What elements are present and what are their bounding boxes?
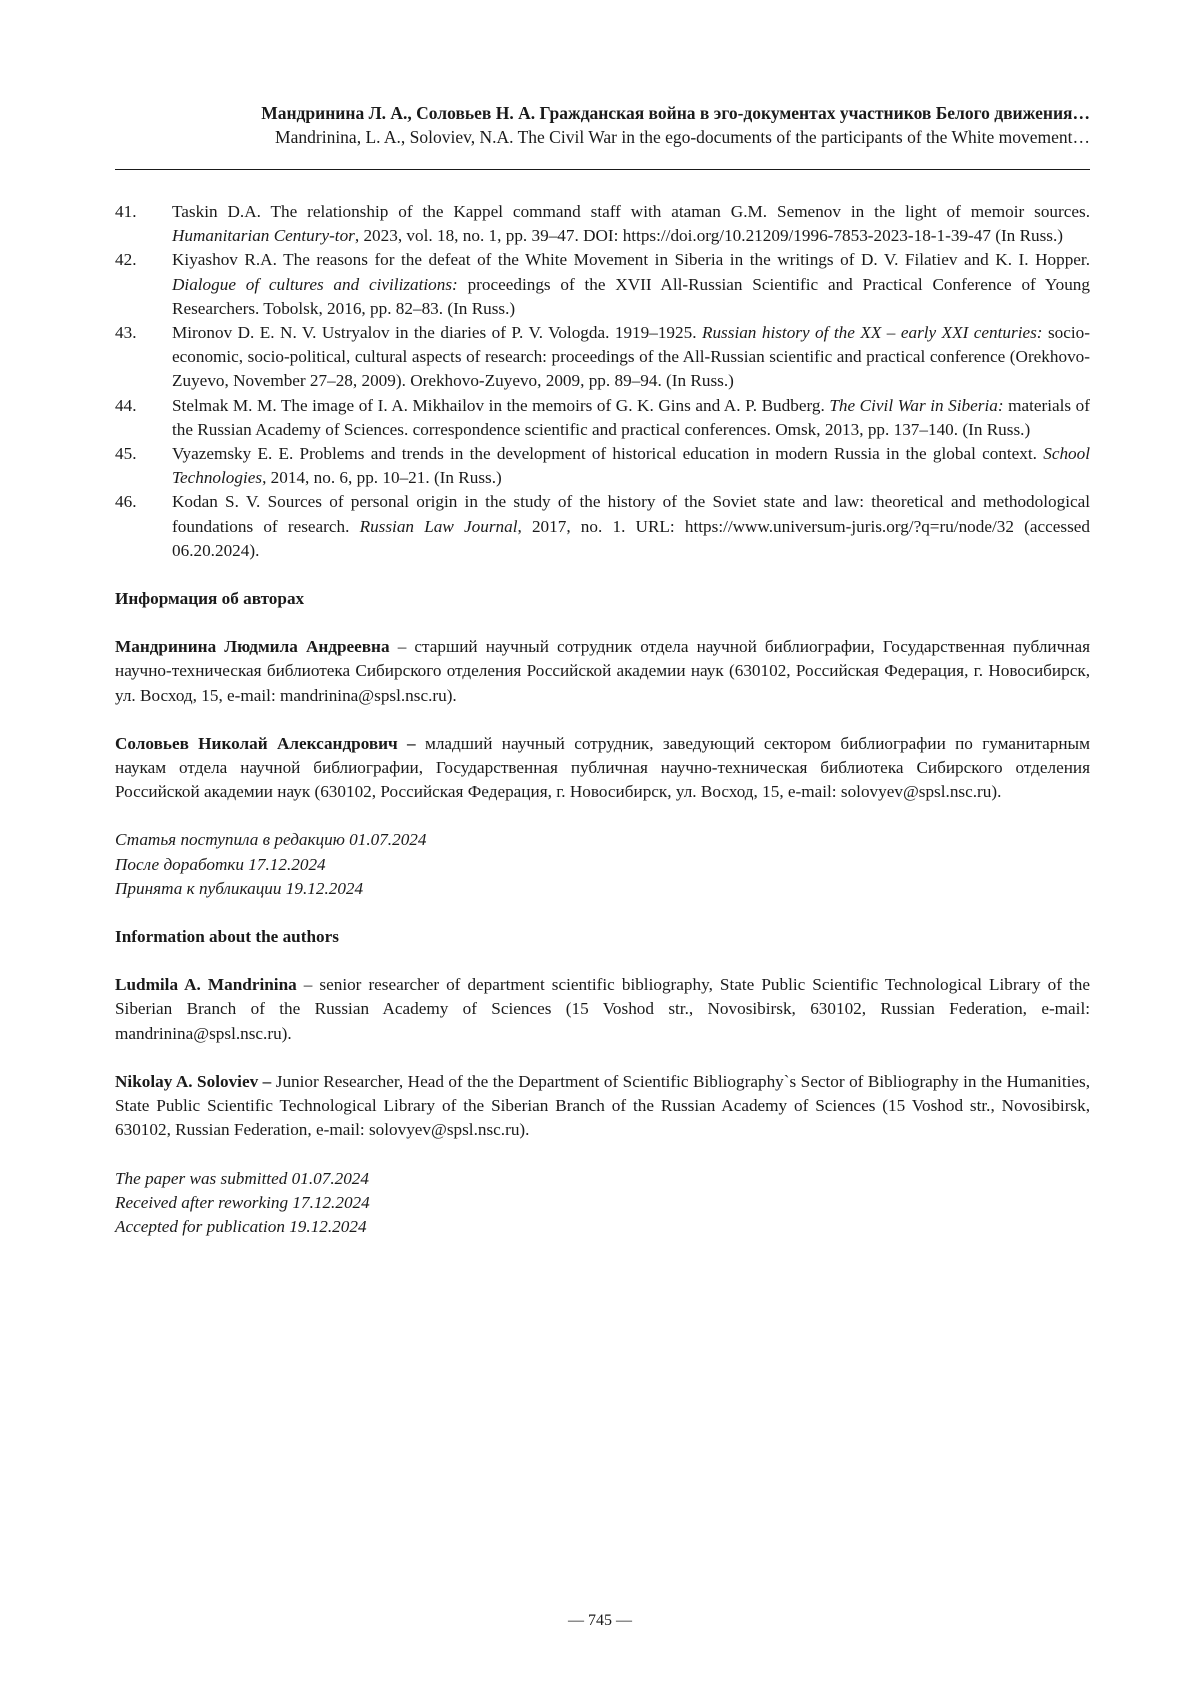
reference-source-title: Russian Law Journal bbox=[360, 517, 518, 536]
author-bio: Junior Researcher, Head of the the Department of Scientific Bibliography`s Sector of Bibliography in the Humanities, State Public Scientific Technological Library of the Siberian Branch of the Russian Academy of Sciences (15 Voshod str., Novosibirsk, 630102, Russian Federation, e-mail: solovyev@spsl.nsc.ru). bbox=[115, 1072, 1090, 1139]
reference-list bbox=[115, 200, 1090, 563]
journal-page bbox=[0, 0, 1200, 1697]
reference-text bbox=[172, 200, 1090, 248]
reference-text bbox=[172, 442, 1090, 490]
author-name: Соловьев Николай Александрович – bbox=[115, 734, 416, 753]
reference-text-part: socio-economic, socio-political, cultural aspects of research: proceedings of the All-Russian scientific and practical conference (Orekhovo-Zuyevo, November 27–28, 2009). Orekhovo-Zuyevo, 2009, pp. 89–94. (In Russ.) bbox=[172, 323, 1090, 390]
reference-source-title: The Civil War in Siberia: bbox=[829, 396, 1003, 415]
reference-text-part: proceedings of the XVII All-Russian Scientific and Practical Conference of Young Researchers. Tobolsk, 2016, pp. 82–83. (In Russ.) bbox=[172, 275, 1090, 318]
reference-text bbox=[172, 490, 1090, 563]
ru-authors-heading: Информация об авторах bbox=[115, 587, 1090, 611]
author-name: Ludmila A. Mandrinina bbox=[115, 975, 297, 994]
header-divider bbox=[115, 169, 1090, 170]
reference-item bbox=[115, 248, 1090, 321]
reference-text bbox=[172, 394, 1090, 442]
reference-source-title: Russian history of the XX – early XXI centuries: bbox=[702, 323, 1043, 342]
reference-source-title: School Technologies bbox=[172, 444, 1090, 487]
reference-number: 44. bbox=[115, 394, 172, 442]
reference-text bbox=[172, 321, 1090, 394]
reference-text-part: Kiyashov R.A. The reasons for the defeat of the White Movement in Siberia in the writings of D. V. Filatiev and K. I. Hopper. bbox=[172, 250, 1090, 269]
en-author-entry bbox=[115, 1070, 1090, 1143]
running-head-en: Mandrinina, L. A., Soloviev, N.A. The Civil War in the ego-documents of the participants of the White movement… bbox=[90, 125, 1090, 149]
ru-article-dates bbox=[115, 828, 1090, 901]
reference-text-part: Mironov D. E. N. V. Ustryalov in the diaries of P. V. Vologda. 1919–1925. bbox=[172, 323, 702, 342]
reference-text-part: , 2023, vol. 18, no. 1, pp. 39–47. DOI: https://doi.org/10.21209/1996-7853-2023-18-1-39-47 (In Russ.) bbox=[355, 226, 1063, 245]
reference-item bbox=[115, 321, 1090, 394]
running-head bbox=[90, 101, 1090, 149]
date-accepted: Accepted for publication 19.12.2024 bbox=[115, 1215, 1090, 1239]
reference-number: 41. bbox=[115, 200, 172, 248]
author-name: Мандринина Людмила Андреевна bbox=[115, 637, 390, 656]
author-bio: – старший научный сотрудник отдела научной библиографии, Государственная публичная научно-техническая библиотека Сибирского отделения Российской академии наук (630102, Российская Федерация, г. Новосибирск, ул. Восход, 15, e-mail: mandrinina@spsl.nsc.ru). bbox=[115, 637, 1090, 704]
reference-source-title: Dialogue of cultures and civilizations: bbox=[172, 275, 458, 294]
author-name: Nikolay A. Soloviev – bbox=[115, 1072, 271, 1091]
reference-number: 43. bbox=[115, 321, 172, 394]
date-submitted: The paper was submitted 01.07.2024 bbox=[115, 1167, 1090, 1191]
en-author-entry bbox=[115, 973, 1090, 1046]
reference-text-part: Vyazemsky E. E. Problems and trends in the development of historical education in modern Russia in the global context. bbox=[172, 444, 1043, 463]
en-article-dates bbox=[115, 1167, 1090, 1240]
reference-number: 45. bbox=[115, 442, 172, 490]
reference-text-part: Kodan S. V. Sources of personal origin in the study of the history of the Soviet state and law: theoretical and methodological foundations of research. bbox=[172, 492, 1090, 535]
running-head-ru: Мандринина Л. А., Соловьев Н. А. Гражданская война в эго-документах участников Белого движения… bbox=[90, 101, 1090, 125]
reference-text-part: Stelmak M. M. The image of I. A. Mikhailov in the memoirs of G. K. Gins and A. P. Budberg. bbox=[172, 396, 829, 415]
date-revised: После доработки 17.12.2024 bbox=[115, 853, 1090, 877]
reference-item bbox=[115, 442, 1090, 490]
date-accepted: Принята к публикации 19.12.2024 bbox=[115, 877, 1090, 901]
author-bio: – senior researcher of department scientific bibliography, State Public Scientific Technological Library of the Siberian Branch of the Russian Academy of Sciences (15 Voshod str., Novosibirsk, 630102, Russian Federation, e-mail: mandrinina@spsl.nsc.ru). bbox=[115, 975, 1090, 1042]
ru-author-entry bbox=[115, 732, 1090, 805]
page-number: — 745 — bbox=[0, 1612, 1200, 1630]
reference-text-part: , 2017, no. 1. URL: https://www.universum-juris.org/?q=ru/node/32 (accessed 06.20.2024). bbox=[172, 517, 1090, 560]
reference-number: 42. bbox=[115, 248, 172, 321]
reference-item bbox=[115, 394, 1090, 442]
ru-author-entry bbox=[115, 635, 1090, 708]
page-content bbox=[115, 200, 1090, 1239]
author-bio: младший научный сотрудник, заведующий сектором библиографии по гуманитарным наукам отдела научной библиографии, Государственная публичная научно-техническая библиотека Сибирского отделения Российской академии наук (630102, Российская Федерация, г. Новосибирск, ул. Восход, 15, e-mail: solovyev@spsl.nsc.ru). bbox=[115, 734, 1090, 801]
date-submitted: Статья поступила в редакцию 01.07.2024 bbox=[115, 828, 1090, 852]
reference-source-title: Humanitarian Century-tor bbox=[172, 226, 355, 245]
en-authors-heading: Information about the authors bbox=[115, 925, 1090, 949]
date-revised: Received after reworking 17.12.2024 bbox=[115, 1191, 1090, 1215]
reference-text-part: materials of the Russian Academy of Sciences. correspondence scientific and practical conferences. Omsk, 2013, pp. 137–140. (In Russ.) bbox=[172, 396, 1090, 439]
reference-text-part: , 2014, no. 6, pp. 10–21. (In Russ.) bbox=[262, 468, 502, 487]
reference-text bbox=[172, 248, 1090, 321]
reference-number: 46. bbox=[115, 490, 172, 563]
reference-item bbox=[115, 200, 1090, 248]
reference-text-part: Taskin D.A. The relationship of the Kappel command staff with ataman G.M. Semenov in the light of memoir sources. bbox=[172, 202, 1090, 221]
reference-item bbox=[115, 490, 1090, 563]
